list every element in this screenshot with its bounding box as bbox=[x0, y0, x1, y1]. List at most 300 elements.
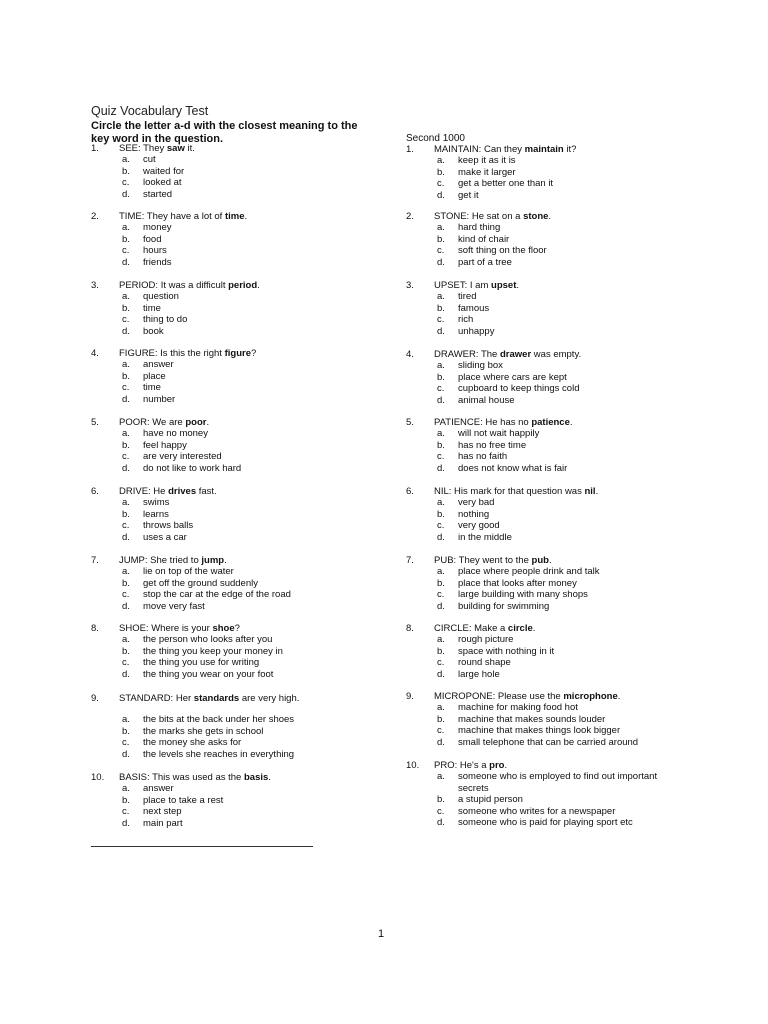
answer-option[interactable] bbox=[406, 372, 676, 383]
question-text bbox=[434, 144, 576, 155]
key-word: jump bbox=[201, 555, 225, 566]
answer-option[interactable] bbox=[91, 222, 321, 233]
option-text: cut bbox=[143, 154, 156, 166]
question-text bbox=[434, 211, 551, 222]
key-word: drawer bbox=[500, 349, 532, 360]
answer-option[interactable] bbox=[406, 589, 676, 600]
option-text: thing to do bbox=[143, 314, 188, 326]
option-letter: c. bbox=[437, 657, 445, 669]
option-text: rough picture bbox=[458, 634, 514, 646]
answer-option[interactable] bbox=[91, 749, 321, 760]
answer-option[interactable] bbox=[406, 497, 676, 508]
question-stem bbox=[406, 349, 676, 360]
question-item bbox=[91, 348, 321, 405]
question-text-before: DRIVE: He bbox=[119, 486, 169, 497]
option-letter: a. bbox=[122, 783, 130, 795]
key-word: stone bbox=[523, 211, 549, 222]
option-text: main part bbox=[143, 817, 183, 829]
question-text bbox=[434, 623, 535, 634]
option-letter: c. bbox=[122, 245, 130, 257]
answer-option[interactable] bbox=[91, 463, 321, 474]
question-stem bbox=[91, 555, 321, 566]
option-text: very good bbox=[458, 520, 500, 532]
option-letter: a. bbox=[122, 634, 130, 646]
answer-option[interactable] bbox=[91, 497, 321, 508]
question-text bbox=[434, 280, 519, 291]
option-text: next step bbox=[143, 806, 182, 818]
answer-option[interactable] bbox=[406, 326, 676, 337]
answer-option[interactable] bbox=[406, 737, 676, 748]
question-text-before: PATIENCE: He has no bbox=[434, 417, 532, 428]
answer-option[interactable] bbox=[91, 394, 321, 405]
answer-option[interactable] bbox=[406, 167, 676, 178]
option-letter: d. bbox=[122, 462, 130, 474]
question-stem bbox=[91, 417, 321, 428]
question-text-after: . bbox=[268, 772, 271, 783]
option-text: machine that makes things look bigger bbox=[458, 725, 621, 737]
question-item bbox=[406, 555, 676, 612]
answer-option[interactable] bbox=[91, 657, 321, 668]
option-letter: c. bbox=[437, 178, 445, 190]
key-word: figure bbox=[224, 348, 251, 359]
question-text-before: PUB: They went to the bbox=[434, 555, 532, 566]
question-text-after: . bbox=[548, 211, 552, 222]
key-word: shoe bbox=[212, 623, 235, 634]
option-letter: a. bbox=[122, 154, 130, 166]
question-text-after: are very high. bbox=[239, 693, 300, 704]
answer-option[interactable] bbox=[91, 440, 321, 451]
key-word: nil bbox=[584, 486, 596, 497]
option-text: small telephone that can be carried around bbox=[458, 736, 639, 748]
option-text: round shape bbox=[458, 657, 511, 669]
option-text: started bbox=[143, 188, 173, 200]
question-text bbox=[119, 143, 195, 154]
option-letter: b. bbox=[437, 577, 445, 589]
option-text: move very fast bbox=[143, 600, 205, 612]
question-number: 10. bbox=[91, 772, 105, 783]
option-text: space with nothing in it bbox=[458, 645, 555, 657]
question-text bbox=[119, 280, 260, 291]
answer-option[interactable] bbox=[406, 463, 676, 474]
answer-option[interactable] bbox=[91, 818, 321, 829]
answer-option[interactable] bbox=[91, 314, 321, 325]
option-text: machine for making food hot bbox=[458, 702, 578, 714]
question-item bbox=[91, 555, 321, 612]
option-letter: d. bbox=[437, 462, 445, 474]
question-text-before: DRAWER: The bbox=[434, 349, 500, 360]
question-stem bbox=[406, 144, 676, 155]
question-item bbox=[406, 144, 676, 201]
option-letter: a. bbox=[122, 359, 130, 371]
answer-option[interactable] bbox=[91, 359, 321, 370]
answer-option[interactable] bbox=[91, 509, 321, 520]
question-text-after: ? bbox=[250, 348, 257, 359]
question-text-after: . bbox=[257, 280, 260, 291]
answer-option[interactable] bbox=[406, 451, 676, 462]
question-text bbox=[434, 555, 552, 566]
option-text: number bbox=[143, 393, 176, 405]
option-letter: d. bbox=[122, 600, 130, 612]
answer-option[interactable] bbox=[406, 428, 676, 439]
option-letter: d. bbox=[437, 817, 445, 829]
question-text-before: JUMP: She tried to bbox=[119, 555, 202, 566]
answer-option[interactable] bbox=[406, 245, 676, 256]
question-number: 4. bbox=[91, 348, 99, 359]
option-letter: c. bbox=[437, 520, 445, 532]
key-word: upset bbox=[491, 280, 517, 291]
option-letter: a. bbox=[437, 360, 445, 372]
option-text: building for swimming bbox=[458, 600, 550, 612]
option-letter: b. bbox=[122, 165, 130, 177]
option-text: someone who is employed to find out important secrets bbox=[458, 771, 658, 794]
option-text: food bbox=[143, 233, 162, 245]
answer-option[interactable] bbox=[406, 702, 676, 713]
question-text-before: FIGURE: Is this the right bbox=[119, 348, 225, 359]
option-letter: c. bbox=[122, 382, 130, 394]
answer-option[interactable] bbox=[91, 234, 321, 245]
option-letter: a. bbox=[122, 497, 130, 509]
option-letter: b. bbox=[122, 233, 130, 245]
answer-option[interactable] bbox=[91, 291, 321, 302]
option-text: rich bbox=[458, 314, 474, 326]
option-letter: d. bbox=[437, 325, 445, 337]
question-item bbox=[91, 623, 321, 680]
question-text-after: . bbox=[244, 211, 248, 222]
question-number: 1. bbox=[91, 143, 99, 154]
question-stem bbox=[91, 211, 321, 222]
option-text: place where people drink and talk bbox=[458, 566, 600, 578]
question-text-before: PERIOD: It was a difficult bbox=[119, 280, 229, 291]
question-text bbox=[119, 555, 227, 566]
question-text bbox=[119, 623, 240, 634]
answer-option[interactable] bbox=[91, 303, 321, 314]
option-letter: b. bbox=[437, 713, 445, 725]
option-letter: b. bbox=[437, 645, 445, 657]
question-text bbox=[119, 211, 247, 222]
answer-option[interactable] bbox=[406, 395, 676, 406]
option-text: time bbox=[143, 302, 161, 314]
answer-option[interactable] bbox=[406, 520, 676, 531]
option-text: someone who writes for a newspaper bbox=[458, 805, 616, 817]
option-text: the levels she reaches in everything bbox=[143, 748, 295, 760]
option-text: have no money bbox=[143, 428, 208, 440]
answer-option[interactable] bbox=[91, 245, 321, 256]
option-letter: b. bbox=[122, 302, 130, 314]
option-letter: b. bbox=[437, 371, 445, 383]
answer-option[interactable] bbox=[91, 646, 321, 657]
option-text: nothing bbox=[458, 508, 490, 520]
option-text: unhappy bbox=[458, 325, 495, 337]
option-text: place to take a rest bbox=[143, 794, 224, 806]
option-letter: c. bbox=[437, 725, 445, 737]
answer-option[interactable] bbox=[91, 726, 321, 737]
answer-option[interactable] bbox=[406, 794, 676, 805]
question-number: 3. bbox=[406, 280, 414, 291]
option-letter: b. bbox=[437, 508, 445, 520]
question-item bbox=[406, 280, 676, 337]
question-text bbox=[119, 772, 271, 783]
question-text bbox=[119, 486, 217, 497]
option-letter: a. bbox=[437, 566, 445, 578]
answer-option[interactable] bbox=[406, 669, 676, 680]
answer-option[interactable] bbox=[91, 257, 321, 268]
option-letter: c. bbox=[437, 383, 445, 395]
option-letter: a. bbox=[437, 291, 445, 303]
question-number: 7. bbox=[91, 555, 99, 566]
question-item bbox=[91, 693, 321, 760]
key-word: time bbox=[224, 211, 245, 222]
key-word: circle bbox=[507, 623, 533, 634]
answer-option[interactable] bbox=[91, 532, 321, 543]
answer-option[interactable] bbox=[406, 771, 676, 794]
question-text-before: STONE: He sat on a bbox=[434, 211, 524, 222]
option-letter: a. bbox=[122, 291, 130, 303]
option-letter: a. bbox=[437, 634, 445, 646]
option-letter: c. bbox=[122, 737, 130, 749]
option-letter: c. bbox=[122, 806, 130, 818]
option-text: swims bbox=[143, 497, 170, 509]
question-number: 6. bbox=[91, 486, 99, 497]
question-number: 8. bbox=[91, 623, 99, 634]
option-letter: c. bbox=[122, 657, 130, 669]
answer-option[interactable] bbox=[406, 178, 676, 189]
answer-option[interactable] bbox=[91, 154, 321, 165]
question-text bbox=[119, 693, 299, 704]
question-stem bbox=[406, 417, 676, 428]
question-number: 5. bbox=[91, 417, 99, 428]
option-letter: d. bbox=[122, 668, 130, 680]
answer-option[interactable] bbox=[406, 634, 676, 645]
answer-option[interactable] bbox=[406, 657, 676, 668]
key-word: standards bbox=[193, 693, 240, 704]
question-text-after: it. bbox=[184, 143, 195, 154]
question-text-before: UPSET: I am bbox=[434, 280, 492, 291]
option-letter: b. bbox=[437, 233, 445, 245]
option-text: large hole bbox=[458, 668, 500, 680]
question-text-after: fast. bbox=[196, 486, 217, 497]
answer-option[interactable] bbox=[406, 155, 676, 166]
section-heading-second-1000: Second 1000 bbox=[406, 133, 465, 144]
question-text bbox=[119, 417, 209, 428]
question-item bbox=[406, 417, 676, 474]
answer-option[interactable] bbox=[406, 234, 676, 245]
option-letter: c. bbox=[437, 245, 445, 257]
option-letter: c. bbox=[122, 177, 130, 189]
option-letter: b. bbox=[122, 439, 130, 451]
option-text: the money she asks for bbox=[143, 737, 242, 749]
option-letter: c. bbox=[122, 451, 130, 463]
answer-option[interactable] bbox=[406, 257, 676, 268]
question-text-after: . bbox=[548, 555, 552, 566]
answer-option[interactable] bbox=[91, 566, 321, 577]
question-number: 2. bbox=[406, 211, 414, 222]
option-text: friends bbox=[143, 256, 172, 268]
question-stem bbox=[91, 772, 321, 783]
question-number: 10. bbox=[406, 760, 420, 771]
question-item bbox=[406, 623, 676, 680]
answer-option[interactable] bbox=[406, 440, 676, 451]
option-letter: a. bbox=[437, 428, 445, 440]
option-letter: b. bbox=[122, 725, 130, 737]
option-text: do not like to work hard bbox=[143, 462, 242, 474]
answer-option[interactable] bbox=[91, 737, 321, 748]
question-item bbox=[406, 691, 676, 748]
answer-option[interactable] bbox=[91, 177, 321, 188]
answer-option[interactable] bbox=[406, 303, 676, 314]
option-letter: a. bbox=[437, 771, 445, 783]
option-text: the person who looks after you bbox=[143, 634, 273, 646]
option-letter: d. bbox=[122, 393, 130, 405]
question-item bbox=[91, 486, 321, 543]
option-letter: b. bbox=[437, 794, 445, 806]
answer-option[interactable] bbox=[91, 795, 321, 806]
option-text: looked at bbox=[143, 177, 182, 189]
question-item bbox=[91, 143, 321, 200]
option-letter: b. bbox=[437, 439, 445, 451]
option-text: kind of chair bbox=[458, 233, 510, 245]
question-item bbox=[91, 772, 321, 829]
question-item bbox=[91, 211, 321, 268]
question-number: 3. bbox=[91, 280, 99, 291]
option-letter: c. bbox=[122, 314, 130, 326]
answer-option[interactable] bbox=[406, 806, 676, 817]
question-text-before: STANDARD: Her bbox=[119, 693, 194, 704]
question-stem bbox=[91, 280, 321, 291]
answer-option[interactable] bbox=[91, 806, 321, 817]
answer-option[interactable] bbox=[91, 166, 321, 177]
key-word: basis bbox=[243, 772, 269, 783]
spacer bbox=[91, 704, 321, 714]
answer-option[interactable] bbox=[91, 669, 321, 680]
answer-option[interactable] bbox=[406, 532, 676, 543]
answer-option[interactable] bbox=[91, 578, 321, 589]
answer-option[interactable] bbox=[91, 601, 321, 612]
answer-option[interactable] bbox=[406, 714, 676, 725]
key-word: patience bbox=[531, 417, 570, 428]
option-text: place where cars are kept bbox=[458, 371, 567, 383]
option-text: the thing you keep your money in bbox=[143, 645, 283, 657]
option-letter: d. bbox=[437, 531, 445, 543]
option-text: cupboard to keep things cold bbox=[458, 383, 580, 395]
answer-option[interactable] bbox=[91, 371, 321, 382]
key-word: poor bbox=[185, 417, 207, 428]
option-letter: a. bbox=[122, 566, 130, 578]
option-text: lie on top of the water bbox=[143, 566, 234, 578]
option-letter: b. bbox=[122, 370, 130, 382]
answer-option[interactable] bbox=[406, 291, 676, 302]
option-text: machine that makes sounds louder bbox=[458, 713, 606, 725]
instructions: Circle the letter a-d with the closest meaning to the key word in the question. bbox=[91, 120, 358, 145]
question-text-after: . bbox=[569, 417, 573, 428]
answer-option[interactable] bbox=[406, 725, 676, 736]
answer-option[interactable] bbox=[406, 578, 676, 589]
option-letter: a. bbox=[437, 222, 445, 234]
question-item bbox=[406, 211, 676, 268]
answer-option[interactable] bbox=[406, 190, 676, 201]
key-word: period bbox=[228, 280, 258, 291]
answer-option[interactable] bbox=[91, 520, 321, 531]
option-letter: d. bbox=[122, 748, 130, 760]
answer-option[interactable] bbox=[406, 601, 676, 612]
option-letter: a. bbox=[122, 428, 130, 440]
option-text: part of a tree bbox=[458, 256, 512, 268]
answer-option[interactable] bbox=[91, 589, 321, 600]
question-text-before: SHOE: Where is your bbox=[119, 623, 213, 634]
answer-option[interactable] bbox=[91, 326, 321, 337]
option-text: question bbox=[143, 291, 179, 303]
answer-option[interactable] bbox=[406, 566, 676, 577]
question-text-after: . bbox=[504, 760, 508, 771]
question-text-before: BASIS: This was used as the bbox=[119, 772, 244, 783]
option-text: animal house bbox=[458, 394, 515, 406]
option-text: book bbox=[143, 325, 164, 337]
question-item bbox=[406, 760, 676, 828]
question-text-after: . bbox=[516, 280, 519, 291]
page-number: 1 bbox=[378, 928, 385, 940]
answer-option[interactable] bbox=[406, 360, 676, 371]
option-letter: d. bbox=[437, 736, 445, 748]
question-stem bbox=[406, 760, 676, 771]
option-text: get it bbox=[458, 189, 479, 201]
question-text-after: . bbox=[532, 623, 536, 634]
option-text: are very interested bbox=[143, 451, 222, 463]
question-text-after: was empty. bbox=[531, 349, 582, 360]
question-text-before: NIL: His mark for that question was bbox=[434, 486, 585, 497]
answer-option[interactable] bbox=[406, 817, 676, 828]
question-stem bbox=[91, 143, 321, 154]
question-number: 2. bbox=[91, 211, 99, 222]
answer-option[interactable] bbox=[406, 383, 676, 394]
answer-option[interactable] bbox=[406, 646, 676, 657]
option-text: feel happy bbox=[143, 439, 187, 451]
answer-option[interactable] bbox=[91, 783, 321, 794]
question-number: 6. bbox=[406, 486, 414, 497]
option-letter: d. bbox=[122, 325, 130, 337]
divider-line bbox=[91, 846, 313, 847]
option-letter: d. bbox=[437, 394, 445, 406]
question-text-before: MAINTAIN: Can they bbox=[434, 144, 525, 155]
question-text-after: . bbox=[206, 417, 210, 428]
answer-option[interactable] bbox=[406, 314, 676, 325]
option-text: soft thing on the floor bbox=[458, 245, 547, 257]
option-text: learns bbox=[143, 508, 169, 520]
question-number: 5. bbox=[406, 417, 414, 428]
option-letter: c. bbox=[437, 805, 445, 817]
answer-option[interactable] bbox=[91, 634, 321, 645]
question-text-after: ? bbox=[234, 623, 240, 634]
question-number: 9. bbox=[91, 693, 99, 704]
option-text: make it larger bbox=[458, 166, 516, 178]
question-item bbox=[91, 417, 321, 474]
answer-option[interactable] bbox=[91, 428, 321, 439]
question-text-before: MICROPONE: Please use the bbox=[434, 691, 564, 702]
answer-option[interactable] bbox=[406, 509, 676, 520]
question-item bbox=[91, 280, 321, 337]
answer-option[interactable] bbox=[91, 714, 321, 725]
answer-option[interactable] bbox=[91, 451, 321, 462]
question-number: 4. bbox=[406, 349, 414, 360]
question-text bbox=[434, 417, 573, 428]
option-letter: d. bbox=[122, 188, 130, 200]
answer-option[interactable] bbox=[91, 189, 321, 200]
question-number: 9. bbox=[406, 691, 414, 702]
answer-option[interactable] bbox=[91, 382, 321, 393]
answer-option[interactable] bbox=[406, 222, 676, 233]
option-text: uses a car bbox=[143, 531, 187, 543]
question-stem bbox=[406, 623, 676, 634]
option-text: the bits at the back under her shoes bbox=[143, 714, 295, 726]
question-text-after: . bbox=[224, 555, 227, 566]
